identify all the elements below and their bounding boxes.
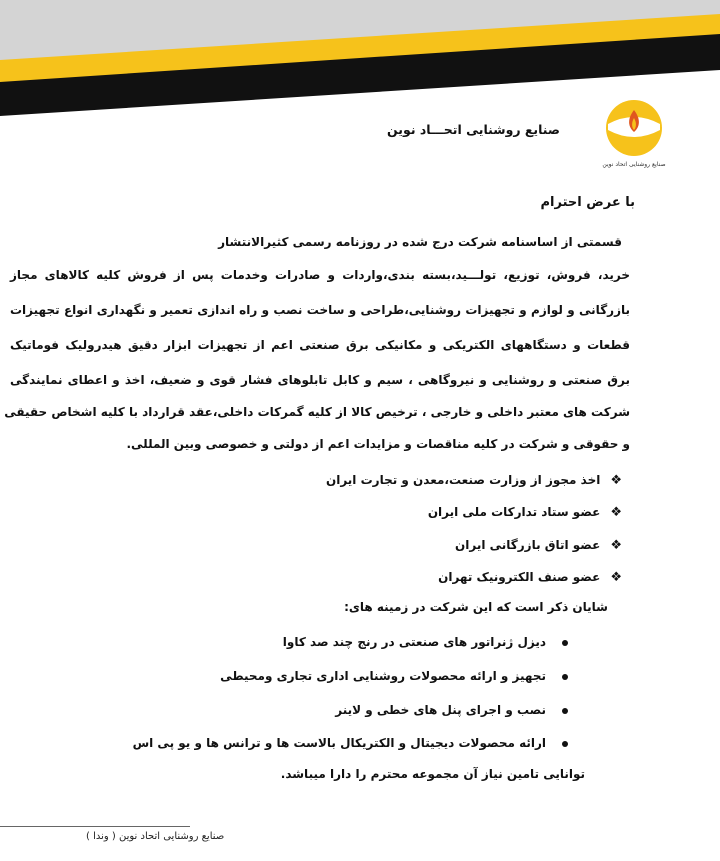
paragraph-line-1: خرید، فروش، توزیع، تولـــید،بسته بندی،واردات و صادرات وخدمات پس از فروش کلیه کالاهای مجاز [10,268,630,282]
logo-caption: صنایع روشنایی اتحاد نوین [602,161,666,168]
paragraph-line-6: و حقوقی و شرکت در کلیه مناقصات و مزایدات اعم از دولتی و خصوصی وبین المللی. [126,437,630,451]
greeting: با عرض احترام [540,195,635,210]
company-name: صنایع روشنایی اتحـــاد نوین [387,122,560,137]
bullet-dot-icon [562,674,568,680]
area-item [220,669,568,683]
membership-item [455,538,622,553]
membership-text: عضو اتاق بازرگانی ایران [455,538,601,552]
paragraph-line-2: بازرگانی و لوازم و تجهیزات روشنایی،طراحی و ساخت نصب و راه اندازی تعمیر و نگهداری انواع تجهیزات [10,303,630,317]
area-text: نصب و اجرای پنل های خطی و لاینر [335,703,546,717]
membership-text: اخذ مجوز از وزارت صنعت،معدن و تجارت ایران [325,473,601,487]
bullet-dot-icon [562,708,568,714]
membership-text: عضو صنف الکترونیک تهران [438,570,601,584]
diamond-bullet-icon: ❖ [610,505,622,520]
bullet-dot-icon [562,640,568,646]
area-item [133,736,568,750]
area-item [283,635,568,649]
diamond-bullet-icon: ❖ [610,538,622,553]
closing-line: توانایی تامین نیاز آن مجموعه محترم را دارا میباشد. [280,767,585,781]
footer-divider [0,826,190,827]
membership-text: عضو ستاد تدارکات ملی ایران [427,505,601,519]
paragraph-line-4: برق صنعتی و روشنایی و نیروگاهی ، سیم و کابل تابلوهای فشار قوی و ضعیف، اخذ و اعطای نمایندگی [10,373,630,387]
area-text: دیزل ژنراتور های صنعتی در رنج چند صد کاوا [282,635,546,649]
company-logo [594,90,694,180]
paragraph-line-3: قطعات و دستگاههای الکتریکی و مکانیکی برق صنعتی اعم از تجهیزات ابزار دقیق هیدرولیک فوماتیک [10,338,630,352]
footer-text: صنایع روشنایی اتحاد نوین ( وندا ) [86,831,225,842]
area-item [335,703,568,717]
paragraph-line-5: شرکت های معتبر داخلی و خارجی ، ترخیص کالا از کلیه گمرکات داخلی،عقد قرارداد با کلیه اشخاص حقیقی [4,405,630,419]
membership-item [438,570,622,585]
areas-intro: شایان ذکر است که این شرکت در زمینه های: [344,600,608,614]
area-text: ارائه محصولات دیجیتال و الکتریکال بالاست ها و ترانس ها و یو پی اس [132,736,546,750]
diamond-bullet-icon: ❖ [610,570,622,585]
membership-item [326,473,622,488]
intro-line: قسمتی از اساسنامه شرکت درج شده در روزنامه رسمی کثیرالانتشار [218,235,622,249]
bullet-dot-icon [562,741,568,747]
diamond-bullet-icon: ❖ [610,473,622,488]
membership-item [428,505,622,520]
area-text: تجهیز و ارائه محصولات روشنایی اداری تجاری ومحیطی [220,669,546,683]
